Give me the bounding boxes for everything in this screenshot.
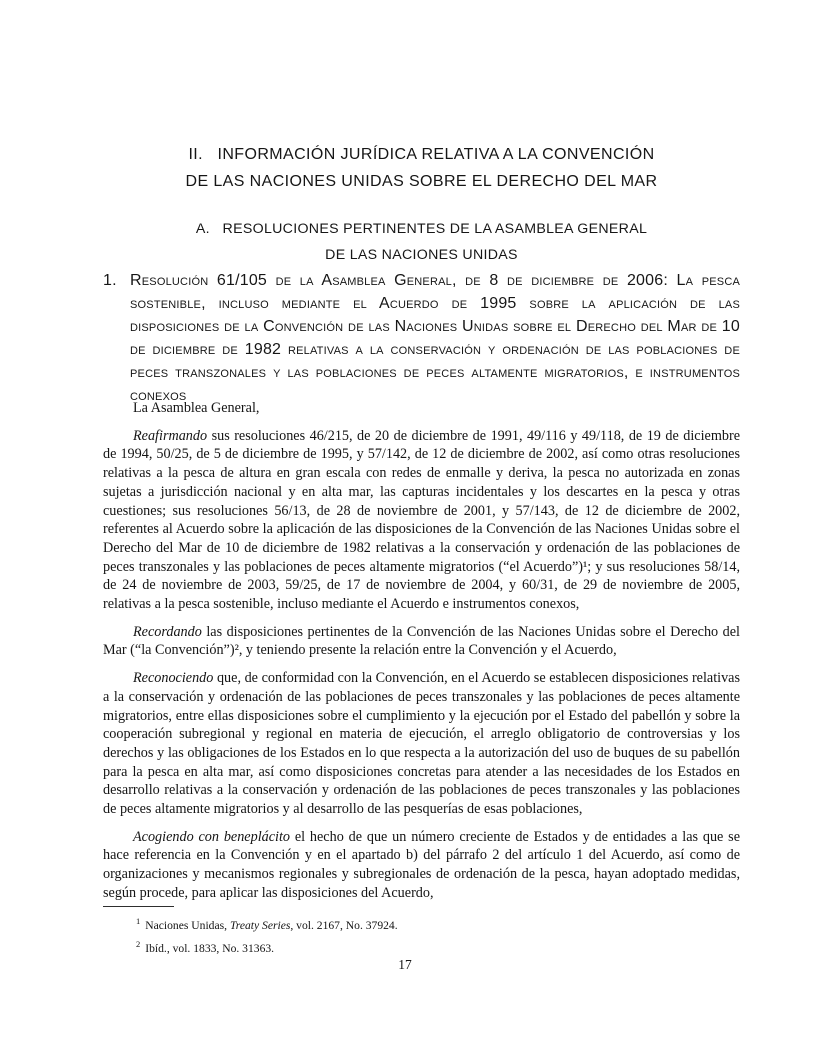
footnote-marker: 2: [136, 939, 141, 950]
paragraph-text: el hecho de que un número creciente de Estados y de entidades a las que se hace referencia en la Convención y en el apartado b) del párrafo 2 del artículo 1 del Acuerdo, así como de organizaciones y mecanismos regionales y subregionales de ordenación de la pesca, hayan adoptado medidas, según procede, para aplicar las disposiciones del Acuerdo,: [103, 828, 740, 901]
paragraph-text: sus resoluciones 46/215, de 20 de diciembre de 1991, 49/116 y 49/118, de 19 de diciembre de 1994, 50/25, de 5 de diciembre de 1995, y 57/142, de 12 de diciembre de 2002, así como otras resoluciones relativas a la pesca de altura en gran escala con redes de enmalle y deriva, la pesca no autorizada en zonas sujetas a jurisdicción nacional y en alta mar, las capturas incidentales y los descartes en la pesca y otras cuestiones; sus resoluciones 56/13, de 28 de noviembre de 2001, y 57/143, de 12 de diciembre de 2002, referentes al Acuerdo sobre la aplicación de las disposiciones de la Convención de las Naciones Unidas sobre el Derecho del Mar de 10 de diciembre de 1982 relativas a la conservación y ordenación de las poblaciones de peces transzonales y las poblaciones de peces altamente migratorios (“el Acuerdo”)¹; y sus resoluciones 58/14, de 24 de noviembre de 2003, 59/25, de 17 de noviembre de 2004, y 60/31, de 29 de noviembre de 2005, relativas a la pesca sostenible, incluso mediante el Acuerdo e instrumentos conexos,: [103, 427, 740, 613]
footnote-separator-rule: [103, 906, 174, 907]
footnote-text: vol. 2167, No. 37924.: [293, 918, 398, 932]
paragraph-text: las disposiciones pertinentes de la Convención de las Naciones Unidas sobre el Derecho del Mar (“la Convención”)², y teniendo presente la relación entre la Convención y el Acuerdo,: [103, 623, 740, 659]
footnote-text: Ibíd., vol. 1833, No. 31363.: [145, 942, 275, 956]
chapter-title-line-1: II. INFORMACIÓN JURÍDICA RELATIVA A LA CONVENCIÓN: [188, 146, 655, 163]
paragraph-lead: Reconociendo: [133, 670, 214, 687]
footnotes-section: [103, 906, 740, 959]
paragraph-reafirmando: [103, 427, 740, 614]
paragraph-recordando: [103, 623, 740, 660]
chapter-title-line-2: DE LAS NACIONES UNIDAS SOBRE EL DERECHO DEL MAR: [185, 173, 658, 190]
footnote-italic-title: Treaty Series,: [229, 918, 294, 932]
footnote-2: [103, 935, 740, 958]
resolution-heading: [103, 269, 740, 407]
footnote-1: [103, 912, 740, 935]
resolution-body: [103, 399, 740, 903]
section-title: [103, 216, 740, 268]
section-title-line-1: A. RESOLUCIONES PERTINENTES DE LA ASAMBLEA GENERAL: [195, 221, 648, 237]
resolution-number: 1.: [103, 272, 117, 289]
salutation-text: La Asamblea General,: [133, 400, 260, 416]
paragraph-lead: Recordando: [133, 623, 202, 640]
page-number: 17: [398, 957, 412, 972]
section-title-line-2: DE LAS NACIONES UNIDAS: [325, 247, 518, 263]
paragraph-text: que, de conformidad con la Convención, en el Acuerdo se establecen disposiciones relativas a la conservación y ordenación de las poblaciones de peces transzonales y las poblaciones de peces altamente migratorios, entre ellas disposiciones sobre el cumplimiento y la ejecución por el Estado del pabellón y sobre la cooperación subregional y regional en materia de ejecución, el arreglo obligatorio de controversias y los derechos y las obligaciones de los Estados en lo que respecta a la autorización del uso de buques de su pabellón para la pesca en alta mar, así como disposiciones concretas para atender a las necesidades de los Estados en desarrollo relativas a la conservación y ordenación de las poblaciones de peces transzonales y las poblaciones de peces altamente migratorios y al desarrollo de las pesquerías de esas poblaciones,: [103, 670, 740, 818]
resolution-heading-text: Resolución 61/105 de la Asamblea General, de 8 de diciembre de 2006: La pesca sostenible, incluso mediante el Acuerdo de 1995 sobre la aplicación de las disposiciones de la Convención de las Naciones Unidas sobre el Derecho del Mar de 10 de diciembre de 1982 relativas a la conservación y ordenación de las poblaciones de peces transzonales y las poblaciones de peces altamente migratorios, e instrumentos conexos: [130, 272, 740, 404]
paragraph-acogiendo: [103, 828, 740, 903]
paragraph-salutation: [103, 399, 740, 418]
paragraph-reconociendo: [103, 669, 740, 819]
paragraph-lead: Acogiendo con beneplácito: [133, 828, 291, 845]
footnote-marker: 1: [136, 916, 141, 926]
chapter-title: [103, 141, 740, 195]
footnote-text: Naciones Unidas,: [145, 918, 230, 932]
paragraph-lead: Reafirmando: [133, 427, 208, 444]
